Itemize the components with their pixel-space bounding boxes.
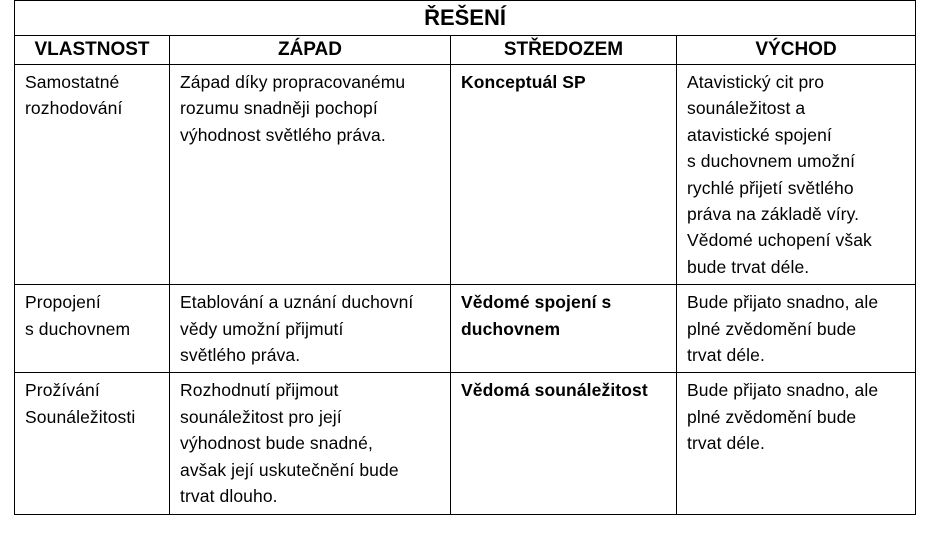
- cell-line: s duchovnem: [25, 318, 131, 339]
- cell-vlastnost: [15, 285, 170, 373]
- cell-line: sounáležitost a: [687, 98, 806, 119]
- cell-line: rozumu snadněji pochopí: [180, 98, 378, 119]
- cell-line: Vědomé spojení s: [461, 292, 612, 313]
- header-row: [15, 36, 916, 65]
- cell-line: Vědomá sounáležitost: [461, 380, 648, 401]
- cell-line: atavistické spojení: [687, 124, 832, 145]
- cell-vychod: [677, 373, 916, 514]
- cell-line: Atavistický cit pro: [687, 72, 825, 92]
- cell-line: rozhodování: [25, 98, 123, 119]
- cell-line: světlého práva.: [180, 345, 301, 366]
- cell-line: Prožívání: [25, 380, 100, 401]
- cell-line: vědy umožní přijmutí: [180, 318, 344, 339]
- cell-line: Vědomé uchopení však: [687, 230, 872, 251]
- table-row: [15, 285, 916, 373]
- cell-line: trvat dlouho.: [180, 486, 278, 507]
- cell-line: s duchovnem umožní: [687, 151, 856, 172]
- cell-stredozem: [451, 373, 677, 514]
- cell-line: avšak její uskutečnění bude: [180, 459, 399, 480]
- header-stredozem: STŘEDOZEM: [451, 36, 677, 65]
- cell-line: Etablování a uznání duchovní: [180, 292, 414, 313]
- cell-line: plné zvědomění bude: [687, 406, 857, 427]
- cell-stredozem: [451, 65, 677, 285]
- cell-line: duchovnem: [461, 318, 561, 339]
- cell-line: Bude přijato snadno, ale: [687, 380, 879, 401]
- cell-line: sounáležitost pro její: [180, 406, 342, 427]
- cell-stredozem: [451, 285, 677, 373]
- cell-line: Bude přijato snadno, ale: [687, 292, 879, 313]
- cell-vlastnost: [15, 65, 170, 285]
- header-vlastnost: VLASTNOST: [15, 36, 170, 65]
- title-row: [15, 1, 916, 36]
- cell-line: trvat déle.: [687, 433, 765, 454]
- cell-vlastnost: [15, 373, 170, 514]
- cell-line: rychlé přijetí světlého: [687, 177, 854, 198]
- cell-vychod: [677, 285, 916, 373]
- table-row: [15, 65, 916, 285]
- cell-zapad: [170, 285, 451, 373]
- cell-line: Rozhodnutí přijmout: [180, 380, 339, 401]
- cell-line: výhodnost světlého práva.: [180, 124, 386, 145]
- cell-line: výhodnost bude snadné,: [180, 433, 373, 454]
- cell-line: Konceptuál SP: [461, 72, 586, 92]
- solution-table: [14, 0, 916, 515]
- cell-zapad: [170, 373, 451, 514]
- table-row: [15, 373, 916, 514]
- cell-zapad: [170, 65, 451, 285]
- cell-vychod: [677, 65, 916, 285]
- cell-line: bude trvat déle.: [687, 256, 810, 277]
- table-title: ŘEŠENÍ: [15, 1, 916, 36]
- cell-line: plné zvědomění bude: [687, 318, 857, 339]
- header-vychod: VÝCHOD: [677, 36, 916, 65]
- cell-line: trvat déle.: [687, 345, 765, 366]
- cell-line: Západ díky propracovanému: [180, 72, 406, 92]
- cell-line: práva na základě víry.: [687, 204, 860, 225]
- cell-line: Sounáležitosti: [25, 406, 136, 427]
- cell-line: Samostatné: [25, 72, 120, 92]
- header-zapad: ZÁPAD: [170, 36, 451, 65]
- cell-line: Propojení: [25, 292, 101, 313]
